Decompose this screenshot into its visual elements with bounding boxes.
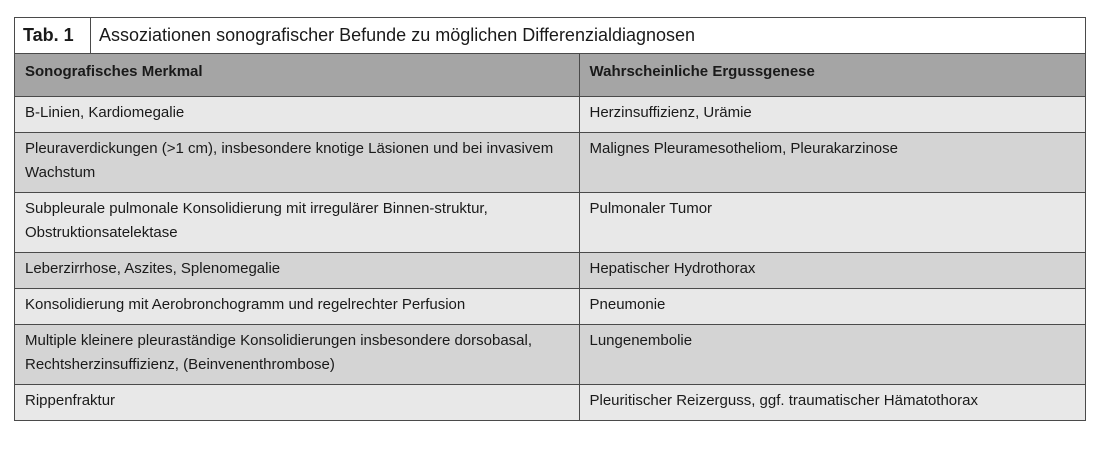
table-cell-genesis: Pleuritischer Reizerguss, ggf. traumatischer Hämatothorax — [579, 385, 1085, 421]
table-cell-genesis: Herzinsuffizienz, Urämie — [579, 97, 1085, 133]
table-title: Assoziationen sonografischer Befunde zu möglichen Differenzialdiagnosen — [99, 25, 696, 45]
header-row — [15, 54, 1085, 97]
table-row — [15, 289, 1085, 325]
table-cell-feature: B-Linien, Kardiomegalie — [15, 97, 579, 133]
table-row — [15, 97, 1085, 133]
table-row — [15, 133, 1085, 193]
table-caption — [15, 18, 1085, 54]
table-container — [14, 17, 1086, 421]
table-row — [15, 325, 1085, 385]
table-cell-genesis: Pneumonie — [579, 289, 1085, 325]
table-cell-feature: Subpleurale pulmonale Konsolidierung mit irregulärer Binnen-struktur, Obstruktionsatelektase — [15, 193, 579, 253]
column-header-genesis: Wahrscheinliche Ergussgenese — [579, 54, 1085, 97]
table-cell-genesis: Lungenembolie — [579, 325, 1085, 385]
table-number: Tab. 1 — [15, 18, 91, 53]
table-cell-feature: Konsolidierung mit Aerobronchogramm und regelrechter Perfusion — [15, 289, 579, 325]
table-row — [15, 253, 1085, 289]
table-cell-feature: Multiple kleinere pleuraständige Konsolidierungen insbesondere dorsobasal, Rechtsherzinsuffizienz, (Beinvenenthrombose) — [15, 325, 579, 385]
table-cell-genesis: Hepatischer Hydrothorax — [579, 253, 1085, 289]
data-table — [15, 54, 1085, 420]
table-cell-genesis: Malignes Pleuramesotheliom, Pleurakarzinose — [579, 133, 1085, 193]
table-cell-feature: Rippenfraktur — [15, 385, 579, 421]
table-cell-feature: Pleuraverdickungen (>1 cm), insbesondere knotige Läsionen und bei invasivem Wachstum — [15, 133, 579, 193]
table-cell-feature: Leberzirrhose, Aszites, Splenomegalie — [15, 253, 579, 289]
table-row — [15, 193, 1085, 253]
table-row — [15, 385, 1085, 421]
column-header-feature: Sonografisches Merkmal — [15, 54, 579, 97]
table-cell-genesis: Pulmonaler Tumor — [579, 193, 1085, 253]
